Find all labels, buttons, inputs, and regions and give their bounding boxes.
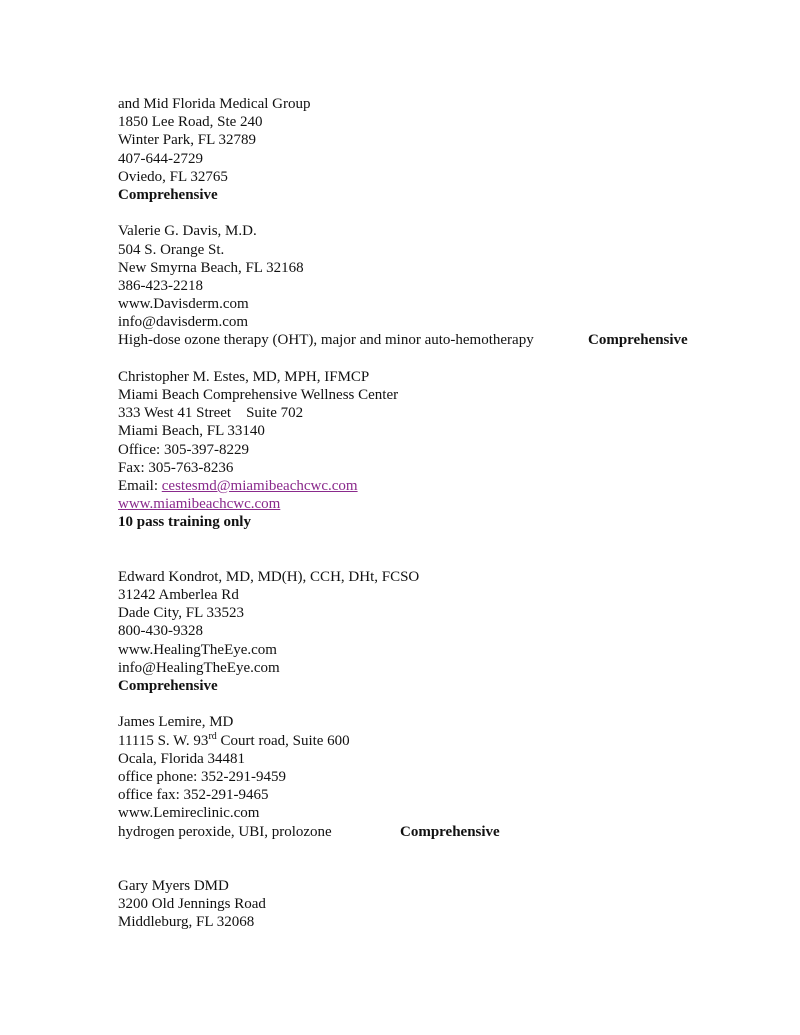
provider-entry-lemire <box>118 713 758 840</box>
services-text: High-dose ozone therapy (OHT), major and minor auto-hemotherapy <box>118 332 534 349</box>
entry-line: Miami Beach, FL 33140 <box>118 423 265 440</box>
entry-line: Fax: 305-763-8236 <box>118 459 234 476</box>
provider-entry-kondrot <box>118 568 758 695</box>
entry-line: www.HealingTheEye.com <box>118 641 277 658</box>
entry-line: Miami Beach Comprehensive Wellness Center <box>118 387 399 403</box>
entry-line: info@HealingTheEye.com <box>118 659 280 676</box>
website-link[interactable]: www.miamibeachcwc.com <box>118 496 281 513</box>
entry-line: 800-430-9328 <box>118 623 203 640</box>
services-line <box>118 331 758 349</box>
entry-line: www.Davisderm.com <box>118 296 249 313</box>
provider-name: Edward Kondrot, MD, MD(H), CCH, DHt, FCSO <box>118 568 420 585</box>
entry-line: www.Lemireclinic.com <box>118 805 260 822</box>
service-tag: Comprehensive <box>118 678 218 695</box>
entry-line: and Mid Florida Medical Group <box>118 96 311 112</box>
entry-line: info@davisderm.com <box>118 314 249 331</box>
entry-line: Ocala, Florida 34481 <box>118 750 246 767</box>
service-tag: Comprehensive <box>588 332 688 349</box>
services-line <box>118 823 758 841</box>
address-pre: 11115 S. W. 93 <box>118 732 209 749</box>
provider-entry-myers <box>118 877 758 932</box>
entry-line: office phone: 352-291-9459 <box>118 768 287 785</box>
address-superscript: rd <box>208 730 217 742</box>
entry-line: 1850 Lee Road, Ste 240 <box>118 114 263 131</box>
entry-line: 31242 Amberlea Rd <box>118 587 239 604</box>
address-post: Court road, Suite 600 <box>216 732 350 749</box>
email-link[interactable]: cestesmd@miamibeachcwc.com <box>161 477 358 494</box>
document-page <box>118 95 758 932</box>
entry-line: 3200 Old Jennings Road <box>118 896 266 913</box>
provider-entry-mid-florida <box>118 95 758 204</box>
entry-line: 333 West 41 Street Suite 702 <box>118 405 304 422</box>
provider-name: James Lemire, MD <box>118 714 234 731</box>
email-line <box>118 477 758 495</box>
entry-line: New Smyrna Beach, FL 32168 <box>118 259 304 276</box>
service-tag: 10 pass training only <box>118 514 251 531</box>
entry-line: Office: 305-397-8229 <box>118 441 249 458</box>
address-line <box>118 732 758 750</box>
provider-entry-estes <box>118 368 758 532</box>
entry-line: 504 S. Orange St. <box>118 241 225 258</box>
entry-line: 386-423-2218 <box>118 277 203 294</box>
email-label: Email: <box>118 477 162 494</box>
services-text: hydrogen peroxide, UBI, prolozone <box>118 823 332 840</box>
entry-line: Winter Park, FL 32789 <box>118 132 256 149</box>
entry-line: Oviedo, FL 32765 <box>118 168 228 185</box>
entry-line: 407-644-2729 <box>118 150 203 167</box>
provider-name: Gary Myers DMD <box>118 878 229 895</box>
website-line <box>118 495 758 513</box>
provider-name: Valerie G. Davis, M.D. <box>118 223 257 240</box>
service-tag: Comprehensive <box>400 823 500 840</box>
entry-line: Middleburg, FL 32068 <box>118 914 255 931</box>
provider-entry-davis <box>118 222 758 349</box>
service-tag: Comprehensive <box>118 186 218 203</box>
entry-line: office fax: 352-291-9465 <box>118 787 269 804</box>
provider-name: Christopher M. Estes, MD, MPH, IFMCP <box>118 368 370 385</box>
entry-line: Dade City, FL 33523 <box>118 605 244 622</box>
